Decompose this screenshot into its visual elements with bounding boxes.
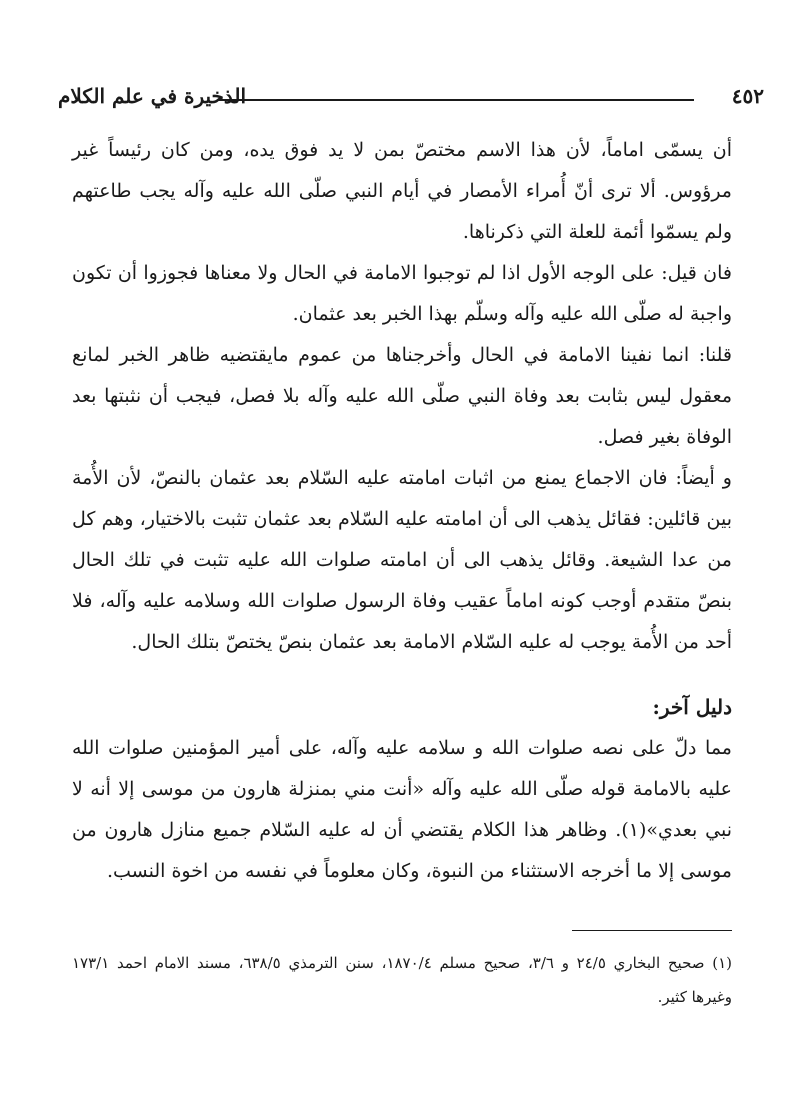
paragraph: مما دلّ على نصه صلوات الله و سلامه عليه وآله، على أمير المؤمنين صلوات الله عليه بالامامة قوله صلّى الله عليه وآله «أنت مني بمنزلة هارون من موسى إلا أنه لا نبي بعدي»(١). وظاهر هذا الكلام يقتضي أن له عليه السّلام جميع منازل هارون من موسى إلا ما أخرجه الاستثناء من النبوة، وكان معلوماً في نفسه من اخوة النسب. — [72, 737, 733, 882]
page-number: ٤٥٢ — [731, 84, 764, 108]
paragraph: و أيضاً: فان الاجماع يمنع من اثبات امامته عليه السّلام بعد عثمان بالنصّ، لأن الأُمة بين قائلين: فقائل يذهب الى أن امامته عليه السّلام بعد عثمان تثبت بالاختيار، وهم كل من عدا الشيعة. وقائل يذهب الى أن امامته صلوات الله عليه تثبت في تلك الحال بنصّ متقدم أوجب كونه اماماً عقيب وفاة الرسول صلوات الله وسلامه عليه وآله، فلا أحد من الأُمة يوجب له عليه السّلام الامامة بعد عثمان بنصّ يختصّ بتلك الحال. — [72, 467, 732, 653]
running-title: الذخيرة في علم الكلام — [58, 84, 247, 108]
footnote-rule — [572, 930, 732, 931]
header-rule — [218, 99, 694, 101]
paragraph: قلنا: انما نفينا الامامة في الحال وأخرجناها من عموم مايقتضيه ظاهر الخبر لمانع معقول ليس بثابت بعد وفاة النبي صلّى الله عليه وآله بلا فصل، فيجب أن نثبتها بعد الوفاة بغير فصل. — [72, 344, 732, 448]
running-header — [58, 84, 764, 120]
paragraph: أن يسمّى اماماً، لأن هذا الاسم مختصّ بمن لا يد فوق يده، ومن كان رئيساً غير مرؤوس. ألا ترى أنّ أُمراء الأمصار في أيام النبي صلّى الله عليه وآله يجب طاعتهم ولم يسمّوا أئمة للعلة التي ذكرناها. — [72, 139, 732, 243]
main-text — [72, 130, 732, 892]
section-heading: دليل آخر: — [652, 695, 732, 719]
footnote: (١) صحيح البخاري ٢٤/٥ و ٣/٦، صحيح مسلم ١٨٧٠/٤، سنن الترمذي ٦٣٨/٥، مسند الامام احمد ١٧٣/١ وغيرها كثير. — [72, 954, 732, 1006]
paragraph: فان قيل: على الوجه الأول اذا لم توجبوا الامامة في الحال ولا معناها فجوزوا أن تكون واجبة له صلّى الله عليه وآله وسلّم بهذا الخبر بعد عثمان. — [72, 262, 732, 325]
